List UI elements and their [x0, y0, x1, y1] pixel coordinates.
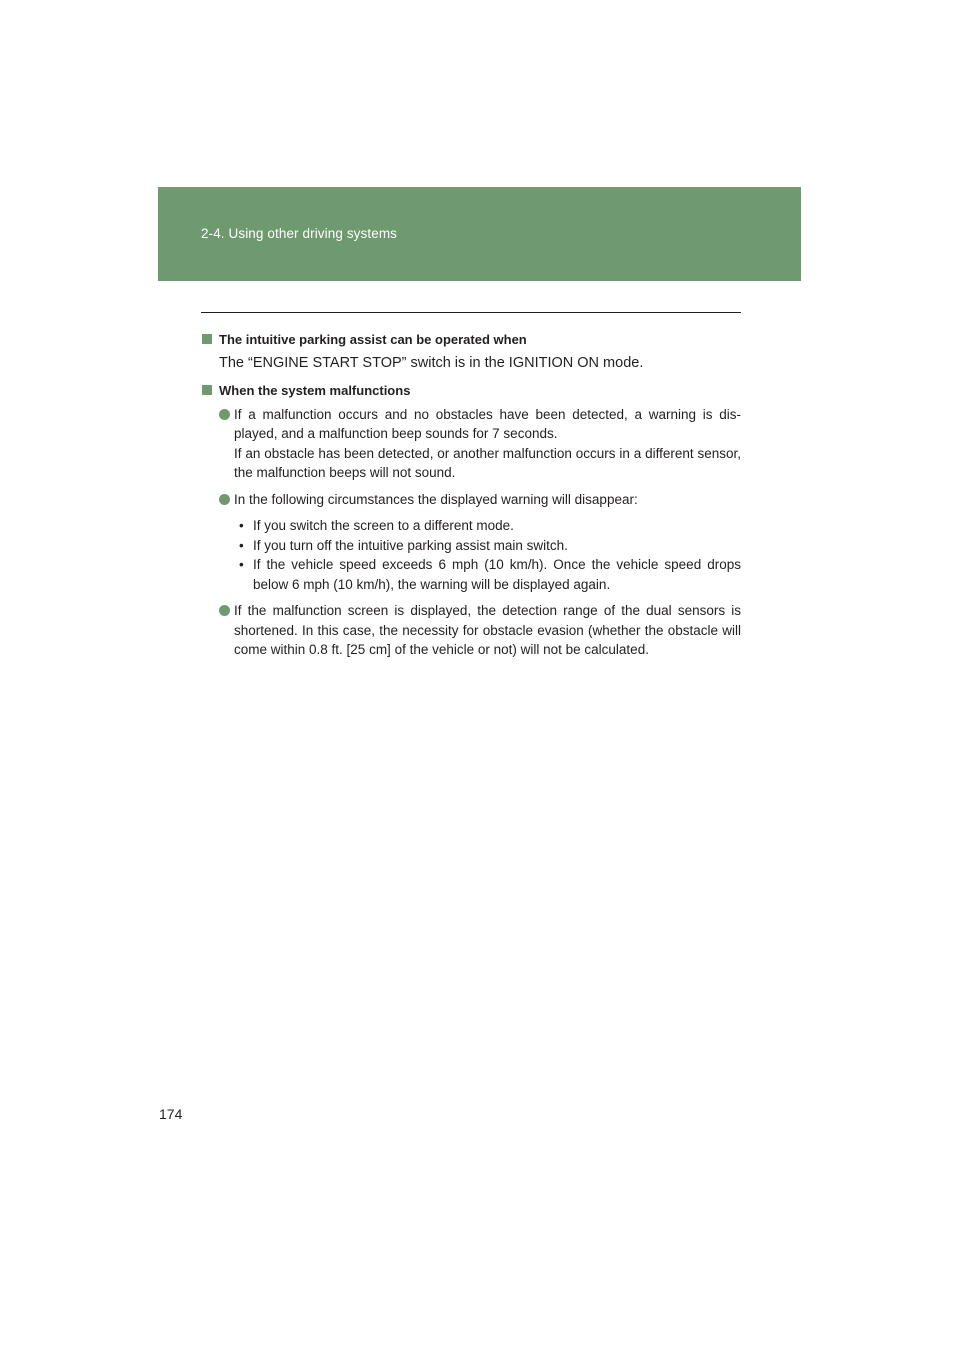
bullet-paragraph: If an obstacle has been detected, or another malfunction occurs in a different sensor, the malfunction beeps will not sound.: [234, 445, 741, 480]
heading-operating-condition: The intuitive parking assist can be operated when: [201, 330, 741, 350]
heading-malfunction: When the system malfunctions: [201, 381, 741, 401]
section-title: 2-4. Using other driving systems: [201, 226, 398, 241]
bullet-paragraph: If a malfunction occurs and no obstacles have been detected, a warning is dis-played, and a malfunction beep sounds for 7 seconds.: [234, 406, 741, 441]
list-item: • If you turn off the intuitive parking assist main switch.: [201, 536, 741, 556]
operating-condition-text: The “ENGINE START STOP” switch is in the IGNITION ON mode.: [219, 354, 644, 371]
malfunction-bullet-3: [201, 601, 741, 660]
dot-marker: •: [239, 557, 244, 572]
list-item: • If the vehicle speed exceeds 6 mph (10 km/h). Once the vehicle speed drops below 6 mph (10 km/h), the warning will be displayed again.: [239, 557, 741, 592]
dot-marker: •: [239, 537, 244, 553]
list-item: • If you switch the screen to a different mode.: [201, 516, 741, 536]
page-number: 174: [159, 1106, 183, 1122]
main-content: [201, 330, 741, 667]
malfunction-bullet-1: [201, 405, 741, 483]
circle-bullet-icon: [219, 605, 230, 616]
bullet-paragraph: If the malfunction screen is displayed, the detection range of the dual sensors is shortened. In this case, the necessity for obstacle evasion (whether the obstacle will come within 0.8 ft. [25 cm] of the vehicle or not) will not be calculated.: [234, 603, 741, 657]
malfunction-bullet-2: [201, 490, 741, 510]
bullet-paragraph: In the following circumstances the displayed warning will disappear:: [234, 491, 638, 507]
square-bullet-icon: [202, 334, 212, 344]
divider-rule: [201, 312, 741, 313]
chapter-header-band: [158, 187, 801, 281]
circle-bullet-icon: [219, 494, 230, 505]
square-bullet-icon: [202, 385, 212, 395]
circle-bullet-icon: [219, 409, 230, 420]
dot-marker: •: [239, 518, 244, 533]
warning-disappear-list: [201, 516, 741, 594]
